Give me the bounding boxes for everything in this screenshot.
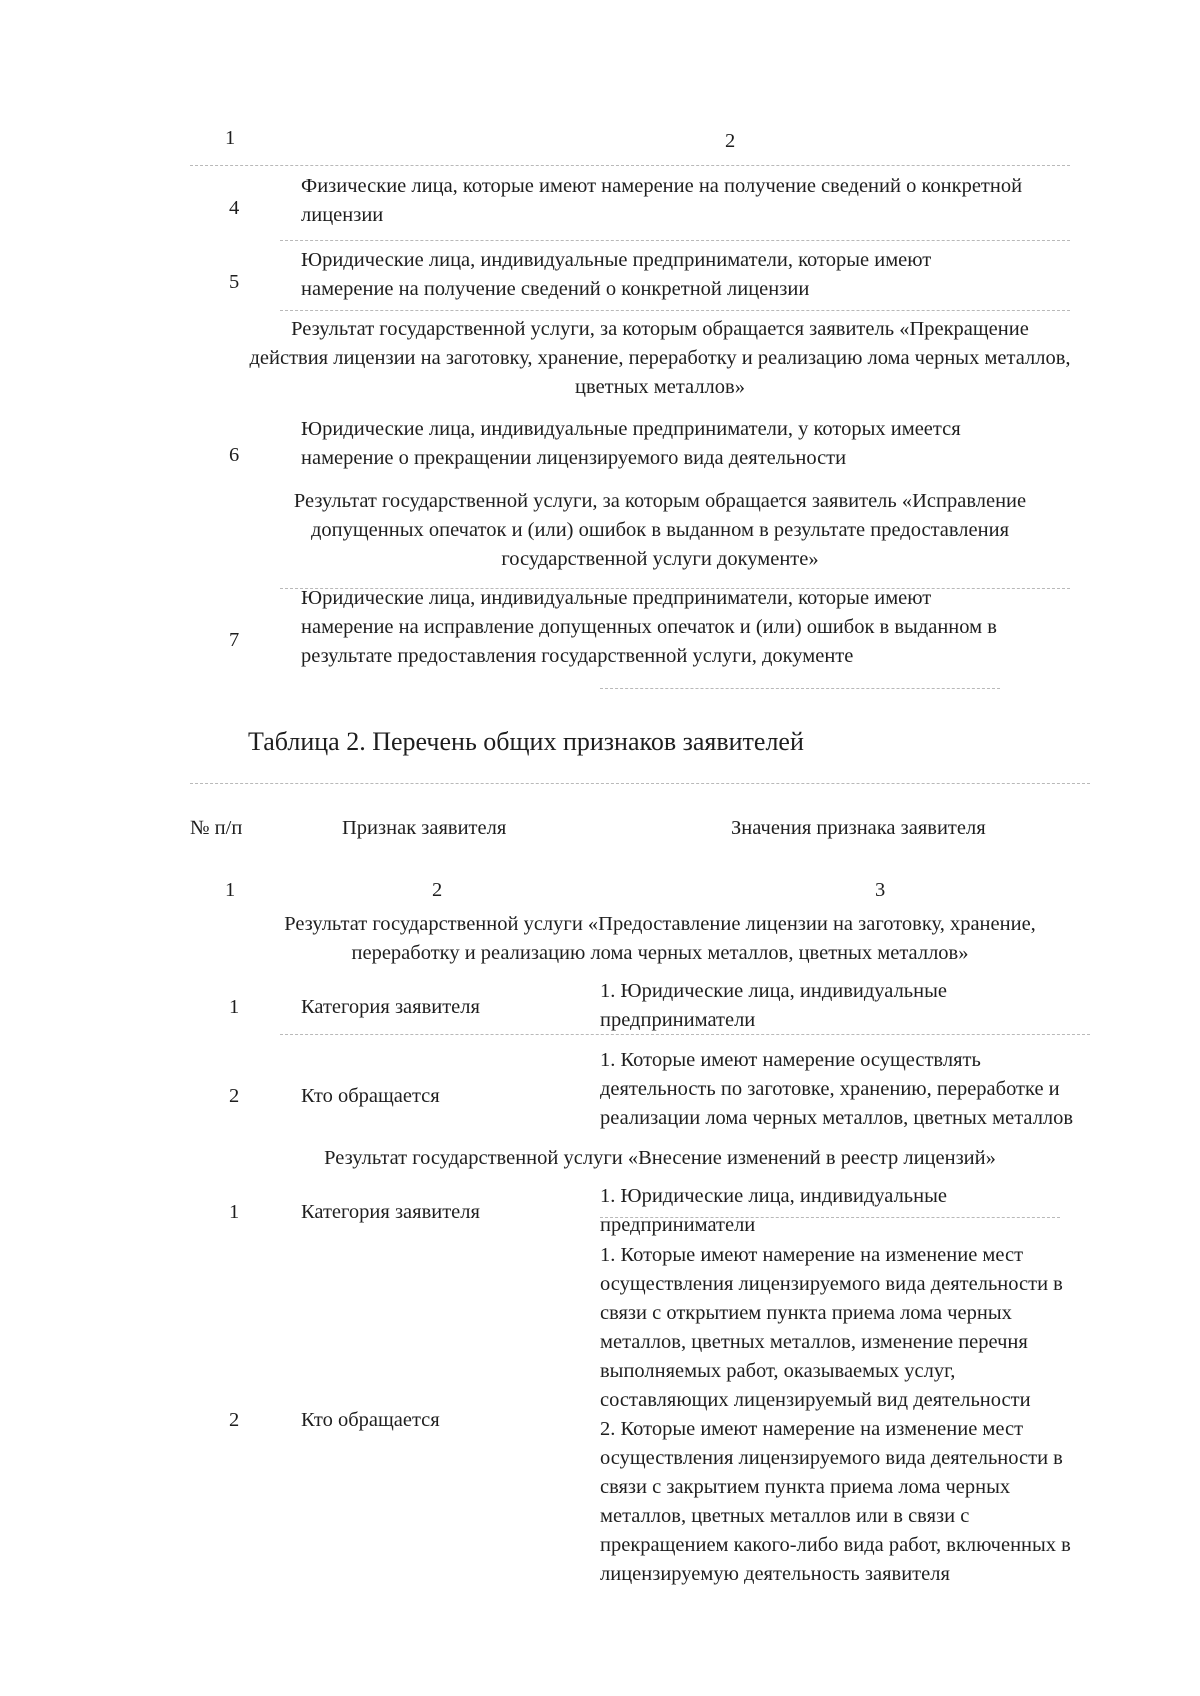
attribute-value: 1. Которые имеют намерение на изменение мест осуществления лицензируемого вида деятельности в связи с открытием пункта приема лома черных металлов, цветных металлов, изменение перечня выполняемых работ, оказываемых услуг, составляющих лицензируемый вид деятельности 2. Которые имеют намерение на изменение мест осуществления лицензируемого вида деятельности в связи с закрытием пункта приема лома черных металлов, цветных металлов или в связи с прекращением какого-либо вида работ, включенных в лицензируемую деятельность заявителя bbox=[600, 1244, 1071, 1585]
column-header-attribute: Признак заявителя bbox=[342, 817, 507, 839]
table1-col-number: 2 bbox=[725, 130, 736, 152]
section-heading: Результат государственной услуги, за которым обращается заявитель «Исправление допущенных опечаток и (или) ошибок в выданном в результате предоставления государственной услуги документе» bbox=[293, 490, 1027, 570]
section-heading: Результат государственной услуги «Внесение изменений в реестр лицензий» bbox=[324, 1147, 996, 1169]
row-number: 5 bbox=[229, 271, 240, 293]
table-title: Таблица 2. Перечень общих признаков заявителей bbox=[248, 727, 804, 756]
row-number: 6 bbox=[229, 444, 240, 466]
attribute-name: Кто обращается bbox=[301, 1409, 440, 1431]
table1-col-number: 1 bbox=[225, 127, 236, 149]
row-number: 2 bbox=[229, 1085, 240, 1107]
attribute-name: Кто обращается bbox=[301, 1085, 440, 1107]
section-heading: Результат государственной услуги, за которым обращается заявитель «Прекращение действия лицензии на заготовку, хранение, переработку и реализацию лома черных металлов, цветных металлов» bbox=[249, 318, 1071, 398]
row-number: 1 bbox=[229, 1201, 240, 1223]
table2-col-number: 2 bbox=[432, 879, 443, 901]
applicant-description: Юридические лица, индивидуальные предприниматели, у которых имеется намерение о прекращении лицензируемого вида деятельности bbox=[301, 418, 961, 469]
applicant-description: Физические лица, которые имеют намерение на получение сведений о конкретной лицензии bbox=[301, 175, 1023, 226]
attribute-value: 1. Юридические лица, индивидуальные предприниматели bbox=[600, 980, 947, 1031]
table2-col-number: 3 bbox=[875, 879, 886, 901]
attribute-value: 1. Которые имеют намерение осуществлять деятельность по заготовке, хранению, переработке и реализации лома черных металлов, цветных металлов bbox=[600, 1049, 1074, 1129]
row-number: 4 bbox=[229, 197, 240, 219]
attribute-value: 1. Юридические лица, индивидуальные предприниматели bbox=[600, 1185, 947, 1236]
table-border-line bbox=[600, 688, 1000, 689]
table-border-line bbox=[190, 783, 1090, 784]
row-number: 7 bbox=[229, 629, 240, 651]
table-border-line bbox=[280, 310, 1070, 311]
table-border-line bbox=[190, 165, 1070, 166]
section-heading: Результат государственной услуги «Предоставление лицензии на заготовку, хранение, переработку и реализацию лома черных металлов, цветных металлов» bbox=[284, 913, 1036, 964]
row-number: 2 bbox=[229, 1409, 240, 1431]
attribute-name: Категория заявителя bbox=[301, 1201, 480, 1223]
applicant-description: Юридические лица, индивидуальные предприниматели, которые имеют намерение на исправление допущенных опечаток и (или) ошибок в выданном в результате предоставления государственной услуги, документе bbox=[301, 587, 997, 667]
table2-col-number: 1 bbox=[225, 879, 236, 901]
column-header-value: Значения признака заявителя bbox=[731, 817, 986, 839]
row-number: 1 bbox=[229, 996, 240, 1018]
table-border-line bbox=[280, 240, 1070, 241]
applicant-description: Юридические лица, индивидуальные предприниматели, которые имеют намерение на получение сведений о конкретной лицензии bbox=[301, 249, 932, 300]
column-header-number: № п/п bbox=[190, 817, 243, 839]
attribute-name: Категория заявителя bbox=[301, 996, 480, 1018]
